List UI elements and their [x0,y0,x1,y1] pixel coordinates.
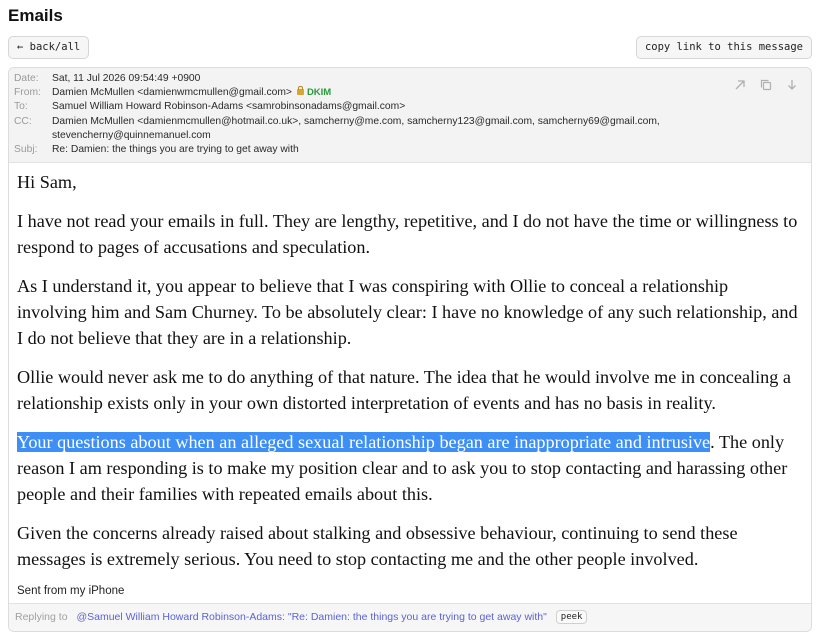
back-all-button[interactable]: ← back/all [8,36,89,59]
copy-link-button[interactable]: copy link to this message [636,36,812,59]
header-subject-row [9,143,811,157]
header-date-label: Date: [14,73,39,84]
header-actions [733,78,799,92]
open-external-icon[interactable] [733,78,747,92]
header-subject-value: Re: Damien: the things you are trying to get away with [52,144,299,156]
header-from-value: Damien McMullen <damienwmcmullen@gmail.com> [52,87,292,99]
replying-to-link[interactable]: @Samuel William Howard Robinson-Adams: "Re: Damien: the things you are trying to get away with" [76,611,547,623]
header-to-label: To: [14,101,28,113]
header-subject-label: Subj: [14,144,38,156]
body-paragraph-1: I have not read your emails in full. They are lengthy, repetitive, and I do not have the time or willingness to respond to pages of accusations and speculation. [17,211,798,257]
download-icon[interactable] [785,78,799,92]
header-to-row [9,100,811,114]
header-to-value: Samuel William Howard Robinson-Adams <samrobinsonadams@gmail.com> [52,101,406,113]
copy-icon[interactable] [759,78,773,92]
body-paragraph-4-rest: . The only reason I am responding is to make my position clear and to ask you to stop contacting and harassing other people and their families with repeated emails about this. [17,432,788,504]
header-cc-label: CC: [14,115,32,127]
body-paragraph-2: As I understand it, you appear to believe that I was conspiring with Ollie to conceal a relationship involving him and Sam Churney. To be absolutely clear: I have no knowledge of any such relationship, and I do not believe that they are in a relationship. [17,276,798,348]
body-greeting: Hi Sam, [17,172,77,192]
dkim-badge: DKIM [306,87,332,99]
header-from-label: From: [14,87,41,99]
page-title: Emails [8,6,63,25]
lock-icon [297,89,304,95]
body-paragraph-3: Ollie would never ask me to do anything of that nature. The idea that he would involve me in concealing a relationship exists only in your own distorted interpretation of events and has no basis in reality. [17,367,791,413]
replying-to-label: Replying to [15,611,68,623]
header-cc-value: Damien McMullen <damienmcmullen@hotmail.co.uk>, samcherny@me.com, samcherny123@gmail.com, samcherny69@gmail.com, stevencherny@quinnemanuel.com [52,115,660,141]
body-paragraph-5: Given the concerns already raised about stalking and obsessive behaviour, continuing to send these messages is extremely serious. You need to stop contacting me and the other people involved. [17,523,738,569]
header-date-value: Sat, 11 Jul 2026 09:54:49 +0900 [52,73,201,84]
email-body [9,163,811,572]
email-signature: Sent from my iPhone [17,585,125,597]
header-from-row [9,86,811,100]
reply-context-bar [9,603,811,631]
peek-button[interactable]: peek [556,610,588,624]
email-headers [9,68,811,163]
email-message-card [8,67,812,632]
body-paragraph-4 [17,429,801,507]
header-date-row [9,72,811,86]
header-cc-row [9,115,811,143]
selected-text-highlight: Your questions about when an alleged sexual relationship began are inappropriate and intrusive [17,432,711,452]
